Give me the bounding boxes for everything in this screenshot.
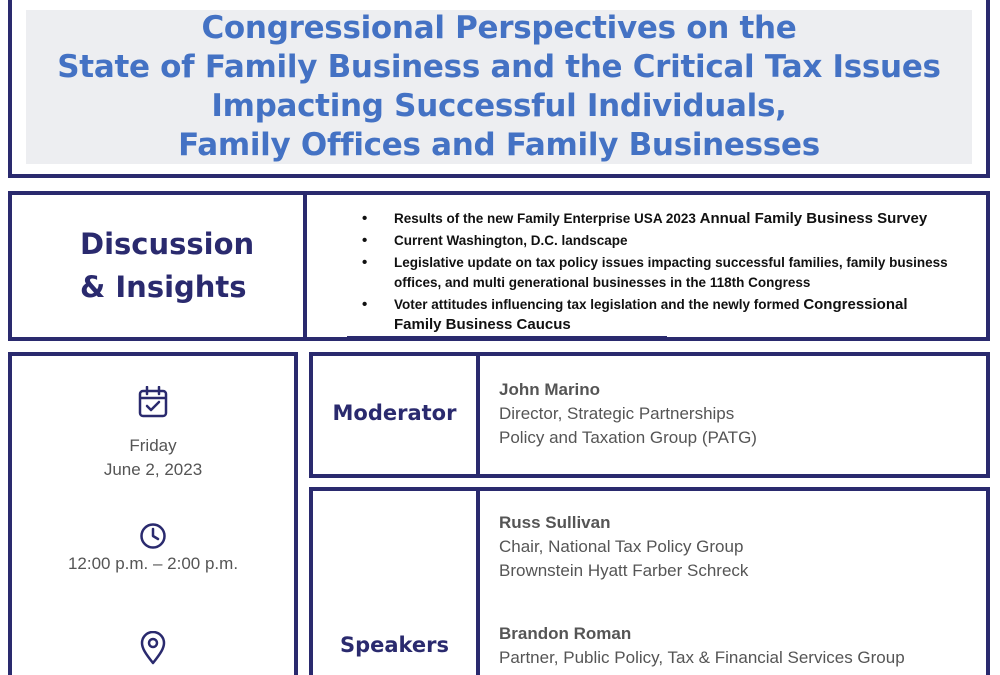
discussion-heading-line-2: & Insights [80, 270, 247, 304]
speaker-title: Partner, Public Policy, Tax & Financial Services Group [499, 648, 905, 667]
discussion-heading-box [8, 191, 307, 341]
event-date: June 2, 2023 [103, 460, 203, 479]
bullet-item [362, 231, 951, 251]
speakers-label: Speakers [339, 633, 450, 657]
bullet-text: Results of the new Family Enterprise USA 2023 [394, 211, 700, 226]
event-info-box [8, 352, 298, 675]
moderator-name: John Marino [499, 380, 601, 399]
bullet-item [362, 295, 951, 335]
moderator-org: Policy and Taxation Group (PATG) [499, 428, 757, 447]
title-line-1: Congressional Perspectives on the [201, 10, 797, 46]
moderator-info [499, 378, 757, 450]
moderator-divider [476, 356, 480, 474]
calendar-check-icon [138, 386, 168, 423]
title-background [26, 10, 972, 164]
moderator-box [309, 352, 990, 478]
title-line-3: Impacting Successful Individuals, [211, 88, 787, 124]
title-line-2: State of Family Business and the Critical Tax Issues [57, 49, 941, 85]
bullet-text: Legislative update on tax policy issues impacting successful families, family business offices, and multi generational businesses in the 118th Congress [394, 255, 948, 290]
location-pin-icon [139, 631, 167, 670]
event-day: Friday [129, 436, 177, 455]
discussion-topics-box [303, 191, 990, 341]
bullet-emphasis: Annual Family Business Survey [699, 210, 928, 227]
divider-line [347, 336, 667, 337]
speakers-box [309, 487, 990, 675]
speaker-org: Brownstein Hyatt Farber Schreck [499, 561, 749, 580]
bullet-emphasis: Congressional Family Business Caucus [394, 296, 908, 333]
discussion-heading [80, 223, 254, 309]
speaker-name: Brandon Roman [499, 624, 632, 643]
moderator-label: Moderator [332, 401, 457, 425]
bullet-item [362, 253, 951, 293]
title-banner [8, 0, 990, 178]
event-time: 12:00 p.m. – 2:00 p.m. [67, 554, 239, 573]
discussion-bullet-list [362, 209, 951, 337]
speaker-name: Russ Sullivan [499, 513, 611, 532]
discussion-heading-line-1: Discussion [80, 227, 255, 261]
speaker-title: Chair, National Tax Policy Group [499, 537, 744, 556]
moderator-title: Director, Strategic Partnerships [499, 404, 735, 423]
bullet-text: Current Washington, D.C. landscape [394, 233, 628, 248]
speaker-entry [499, 622, 905, 670]
speakers-divider [476, 491, 480, 675]
clock-icon [139, 522, 167, 555]
bullet-text: Voter attitudes influencing tax legislation and the newly formed [394, 297, 804, 312]
speaker-entry [499, 511, 748, 583]
title-line-4: Family Offices and Family Businesses [178, 127, 820, 163]
bullet-item [362, 209, 951, 229]
